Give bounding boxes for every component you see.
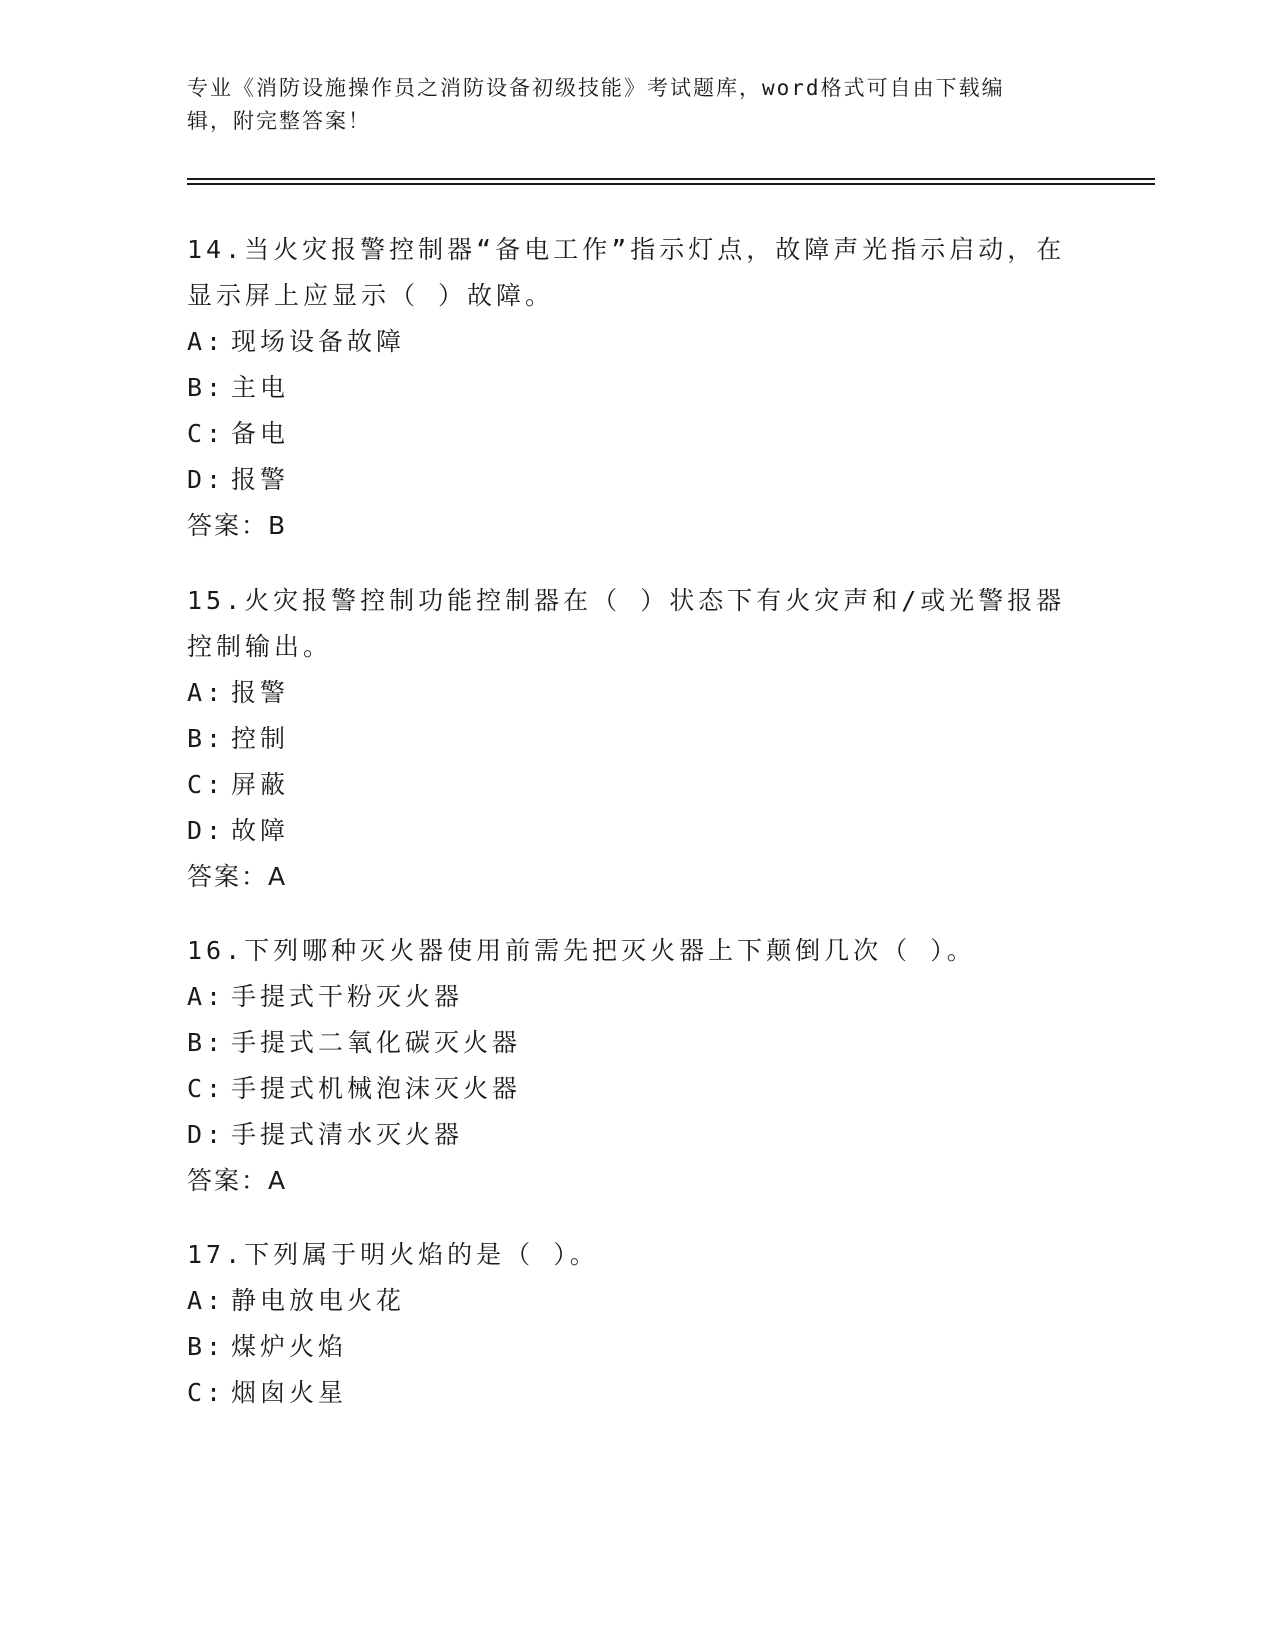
option-text: 故障 (231, 816, 290, 845)
option-text: 静电放电火花 (231, 1286, 406, 1315)
option-letter: D: (187, 465, 226, 494)
option-a (187, 319, 1087, 365)
option-text: 手提式机械泡沫灭火器 (231, 1074, 522, 1103)
option-c (187, 411, 1087, 457)
option-letter: A: (187, 982, 226, 1011)
option-d (187, 1112, 1087, 1158)
option-letter: B: (187, 1332, 226, 1361)
option-letter: C: (187, 770, 226, 799)
question-stem-line-2: 显示屏上应显示（ ）故障。 (187, 281, 555, 310)
question-14 (187, 227, 1087, 549)
option-a (187, 1278, 1087, 1324)
option-letter: B: (187, 1028, 226, 1057)
option-text: 报警 (231, 465, 290, 494)
option-text: 屏蔽 (231, 770, 290, 799)
question-stem-line-1: 15.火灾报警控制功能控制器在（ ）状态下有火灾声和/或光警报器 (187, 586, 1066, 615)
option-a (187, 974, 1087, 1020)
question-stem-line-1: 14.当火灾报警控制器“备电工作”指示灯点，故障声光指示启动，在 (187, 235, 1066, 264)
option-text: 烟囱火星 (231, 1378, 348, 1407)
option-d (187, 457, 1087, 503)
option-b (187, 365, 1087, 411)
option-text: 备电 (231, 419, 290, 448)
header-line-1: 专业《消防设施操作员之消防设备初级技能》考试题库，word格式可自由下载编 (187, 76, 1005, 100)
question-17 (187, 1232, 1087, 1416)
option-c (187, 1066, 1087, 1112)
option-text: 控制 (231, 724, 290, 753)
question-stem-line-2: 控制输出。 (187, 632, 333, 661)
answer: 答案：A (187, 1166, 288, 1195)
option-text: 主电 (231, 373, 290, 402)
document-header (187, 72, 1067, 138)
option-text: 手提式干粉灭火器 (231, 982, 464, 1011)
option-a (187, 670, 1087, 716)
header-line-2: 辑，附完整答案！ (187, 109, 371, 133)
option-b (187, 716, 1087, 762)
option-letter: B: (187, 373, 226, 402)
option-d (187, 808, 1087, 854)
option-letter: A: (187, 1286, 226, 1315)
option-b (187, 1020, 1087, 1066)
question-stem-line-1: 17.下列属于明火焰的是（ ）。 (187, 1240, 599, 1269)
option-letter: D: (187, 1120, 226, 1149)
option-text: 手提式二氧化碳灭火器 (231, 1028, 522, 1057)
option-letter: C: (187, 419, 226, 448)
option-letter: C: (187, 1378, 226, 1407)
question-16 (187, 928, 1087, 1204)
option-text: 报警 (231, 678, 290, 707)
option-letter: A: (187, 327, 226, 356)
option-c (187, 1370, 1087, 1416)
answer: 答案：A (187, 862, 288, 891)
option-letter: D: (187, 816, 226, 845)
option-text: 煤炉火焰 (231, 1332, 348, 1361)
option-b (187, 1324, 1087, 1370)
question-15 (187, 578, 1087, 900)
option-letter: B: (187, 724, 226, 753)
option-c (187, 762, 1087, 808)
answer: 答案：B (187, 511, 288, 540)
option-letter: C: (187, 1074, 226, 1103)
option-text: 现场设备故障 (231, 327, 406, 356)
option-letter: A: (187, 678, 226, 707)
header-divider-top (187, 178, 1155, 180)
header-divider-bottom (187, 183, 1155, 185)
question-stem-line-1: 16.下列哪种灭火器使用前需先把灭火器上下颠倒几次（ ）。 (187, 936, 976, 965)
option-text: 手提式清水灭火器 (231, 1120, 464, 1149)
